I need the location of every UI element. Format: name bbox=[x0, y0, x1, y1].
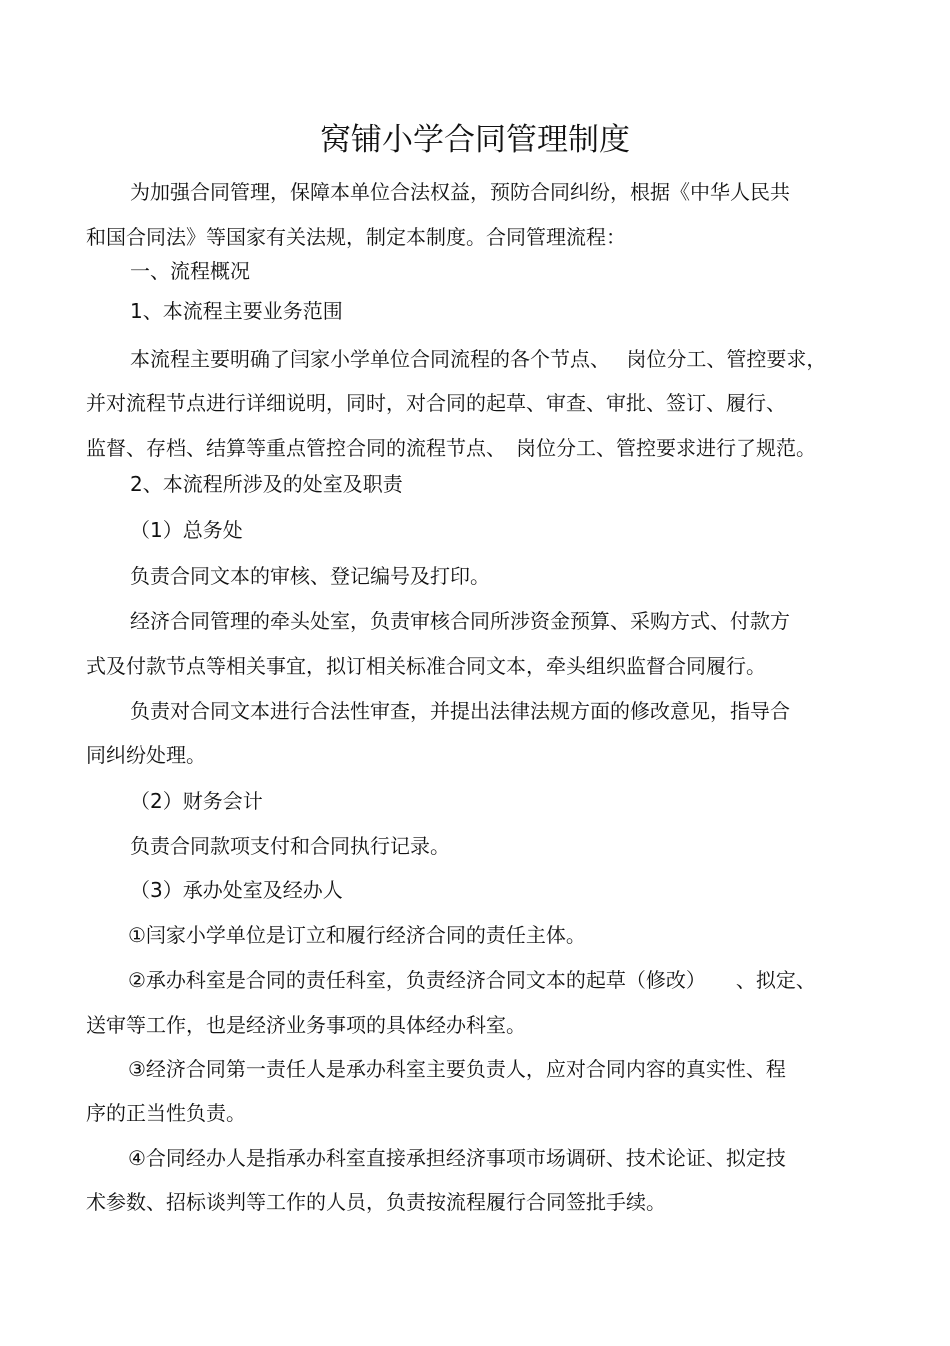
paragraph-line: ④合同经办人是指承办科室直接承担经济事项市场调研、技术论证、拟定技 bbox=[128, 1146, 786, 1170]
paragraph-line: 为加强合同管理，保障本单位合法权益，预防合同纠纷，根据《中华人民共 bbox=[130, 180, 790, 204]
department-heading: （3）承办处室及经办人 bbox=[130, 878, 343, 902]
paragraph-line: 负责合同款项支付和合同执行记录。 bbox=[130, 834, 450, 858]
paragraph-line: 本流程主要明确了闫家小学单位合同流程的各个节点、 岗位分工、管控要求， bbox=[130, 347, 827, 371]
department-heading: （2）财务会计 bbox=[130, 789, 263, 813]
section-heading: 一、流程概况 bbox=[130, 259, 250, 283]
department-heading: （1）总务处 bbox=[130, 518, 243, 542]
paragraph-line: 经济合同管理的牵头处室，负责审核合同所涉资金预算、采购方式、付款方 bbox=[130, 609, 790, 633]
paragraph-line: ③经济合同第一责任人是承办科室主要负责人，应对合同内容的真实性、程 bbox=[128, 1057, 786, 1081]
subsection-heading: 2、本流程所涉及的处室及职责 bbox=[130, 472, 403, 496]
paragraph-line: ①闫家小学单位是订立和履行经济合同的责任主体。 bbox=[128, 923, 586, 947]
paragraph-line: 负责合同文本的审核、登记编号及打印。 bbox=[130, 564, 490, 588]
paragraph-line: 术参数、招标谈判等工作的人员，负责按流程履行合同签批手续。 bbox=[86, 1190, 666, 1214]
paragraph-line: 并对流程节点进行详细说明，同时，对合同的起草、审查、审批、签订、履行、 bbox=[86, 391, 786, 415]
paragraph-line: 序的正当性负责。 bbox=[86, 1101, 246, 1125]
paragraph-line: 监督、存档、结算等重点管控合同的流程节点、 岗位分工、管控要求进行了规范。 bbox=[86, 436, 816, 460]
paragraph-line: 送审等工作，也是经济业务事项的具体经办科室。 bbox=[86, 1013, 526, 1037]
paragraph-line: ②承办科室是合同的责任科室，负责经济合同文本的起草（修改） 、拟定、 bbox=[128, 968, 816, 992]
paragraph-line: 式及付款节点等相关事宜，拟订相关标准合同文本，牵头组织监督合同履行。 bbox=[86, 654, 766, 678]
document-title: 窝铺小学合同管理制度 bbox=[320, 122, 630, 158]
paragraph-line: 同纠纷处理。 bbox=[86, 743, 206, 767]
paragraph-line: 和国合同法》等国家有关法规，制定本制度。合同管理流程： bbox=[86, 225, 626, 249]
subsection-heading: 1、本流程主要业务范围 bbox=[130, 299, 343, 323]
paragraph-line: 负责对合同文本进行合法性审查，并提出法律法规方面的修改意见，指导合 bbox=[130, 699, 790, 723]
